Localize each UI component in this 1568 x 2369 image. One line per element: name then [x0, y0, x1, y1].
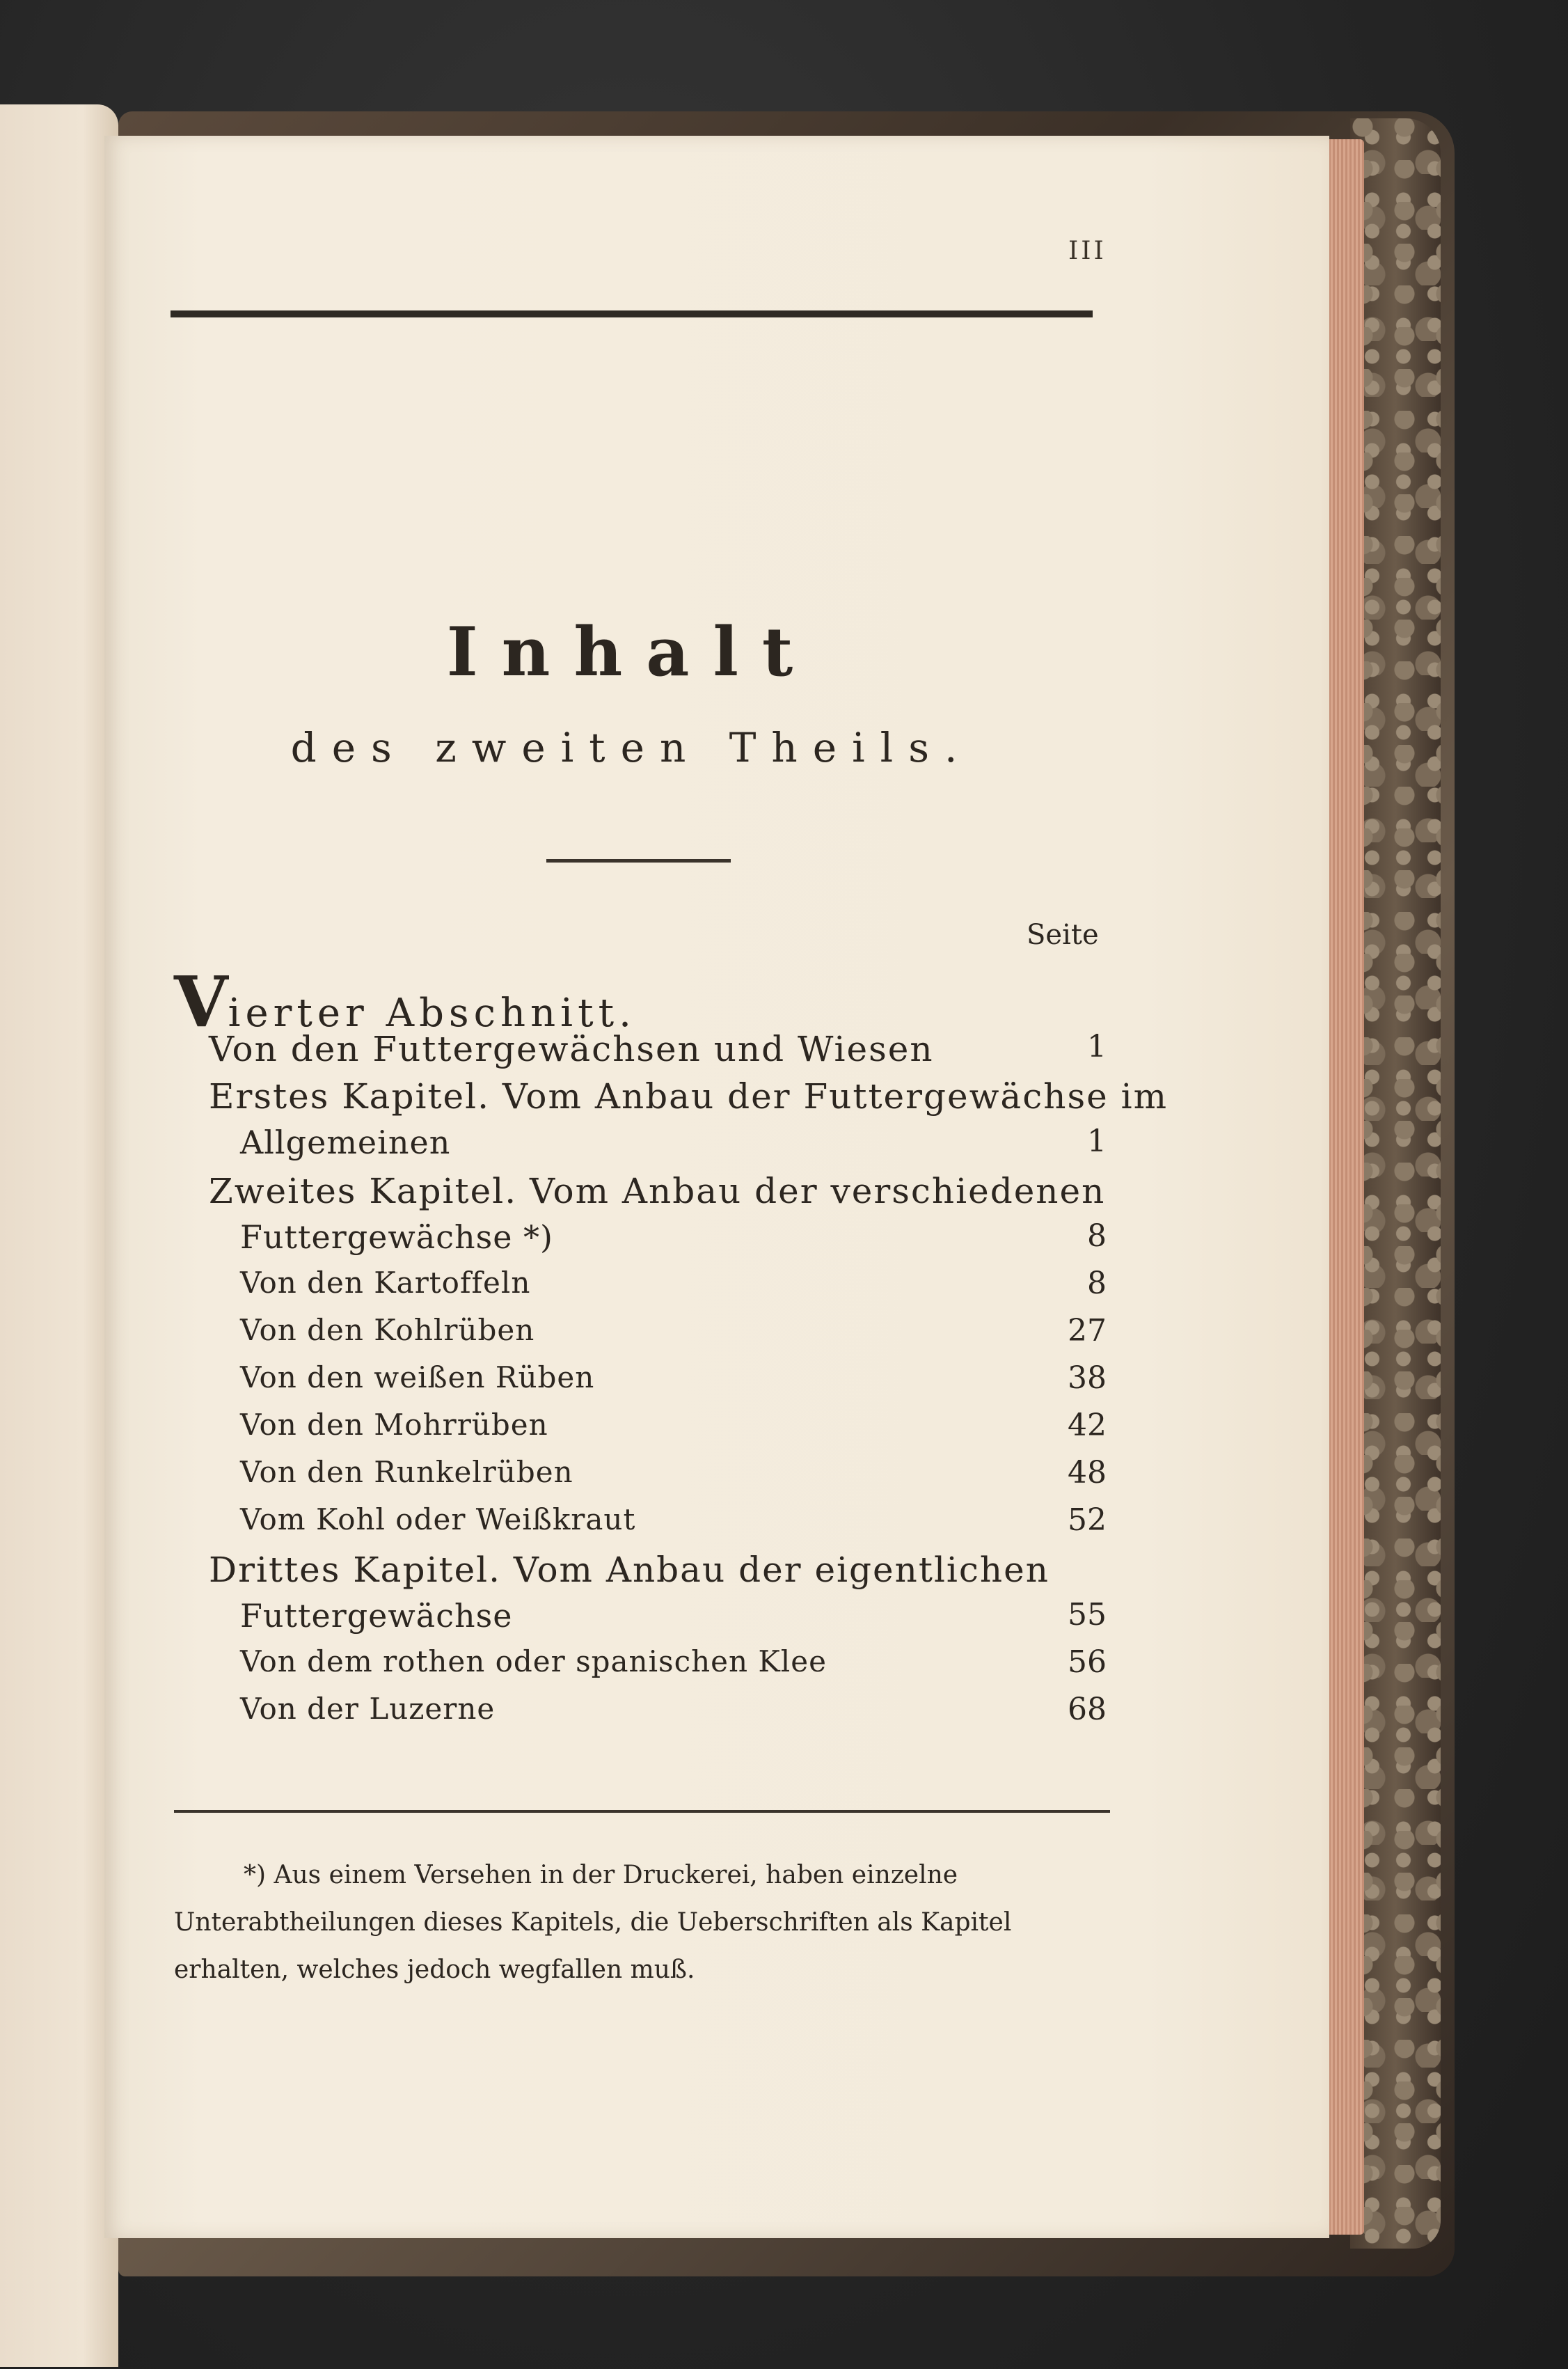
toc-entry [0, 1455, 1225, 1497]
toc-entry-label: Von den weißen Rüben [240, 1360, 595, 1394]
toc-entry-label: Von den Runkelrüben [240, 1455, 573, 1489]
toc-entry [0, 1029, 1225, 1071]
toc-entry-label: Drittes Kapitel. Vom Anbau der eigentlichen [209, 1550, 1050, 1590]
toc-entry-page: 42 [1068, 1408, 1107, 1443]
toc-entry-page: 8 [1087, 1266, 1107, 1301]
toc-entry [0, 1076, 1225, 1118]
page-subtitle: des zweiten Theils. [290, 724, 973, 771]
section-initial: V [174, 961, 228, 1043]
toc-entry [0, 1408, 1225, 1449]
footnote-rule [174, 1810, 1110, 1813]
column-header-seite: Seite [1027, 919, 1099, 951]
page-title: Inhalt [446, 613, 817, 691]
toc-entry [0, 1171, 1225, 1213]
toc-entry-label: Futtergewächse [240, 1597, 513, 1635]
toc-entry-label: Zweites Kapitel. Vom Anbau der verschiedenen [209, 1171, 1106, 1211]
title-divider [546, 859, 731, 863]
toc-entry-label: Von den Kartoffeln [240, 1266, 531, 1300]
toc-entry [0, 1502, 1225, 1544]
toc-entry-label: Von dem rothen oder spanischen Klee [240, 1644, 827, 1678]
toc-entry [0, 1124, 1225, 1165]
toc-entry-page: 1 [1087, 1029, 1107, 1064]
toc-entry-label: Von der Luzerne [240, 1692, 496, 1726]
toc-entry-label: Erstes Kapitel. Vom Anbau der Futtergewächse im [209, 1076, 1168, 1117]
toc-entry-page: 27 [1068, 1313, 1107, 1348]
toc-entry-page: 8 [1087, 1218, 1107, 1254]
toc-entry-label: Von den Futtergewächsen und Wiesen [209, 1029, 934, 1069]
toc-entry [0, 1360, 1225, 1402]
toc-entry [0, 1692, 1225, 1733]
page-number: III [1068, 237, 1107, 265]
footnote: *) Aus einem Versehen in der Druckerei, haben einzelne Unterabtheilungen dieses Kapitels, die Ueberschriften als Kapitel erhalten, welches jedoch wegfallen muß. [174, 1861, 1012, 1984]
toc-entry-label: Von den Mohrrüben [240, 1408, 548, 1442]
toc-entry [0, 1597, 1225, 1639]
toc-entry-page: 68 [1068, 1692, 1107, 1727]
toc-entry-page: 1 [1087, 1124, 1107, 1159]
toc-entry-page: 52 [1068, 1502, 1107, 1538]
toc-entry-label: Futtergewächse *) [240, 1218, 553, 1256]
toc-entry-label: Allgemeinen [240, 1124, 451, 1161]
section-heading-text: ierter Abschnitt. [228, 991, 636, 1036]
toc-entry [0, 1313, 1225, 1355]
toc-entry-label: Vom Kohl oder Weißkraut [240, 1502, 636, 1536]
toc-entry [0, 1218, 1225, 1260]
top-rule [171, 310, 1093, 317]
toc-entry [0, 1550, 1225, 1591]
toc-entry-label: Von den Kohlrüben [240, 1313, 535, 1347]
toc-entry-page: 48 [1068, 1455, 1107, 1490]
toc-entry-page: 38 [1068, 1360, 1107, 1396]
toc-entry-page: 56 [1068, 1644, 1107, 1680]
toc-entry-page: 55 [1068, 1597, 1107, 1632]
toc-entry [0, 1266, 1225, 1307]
toc-entry [0, 1644, 1225, 1686]
